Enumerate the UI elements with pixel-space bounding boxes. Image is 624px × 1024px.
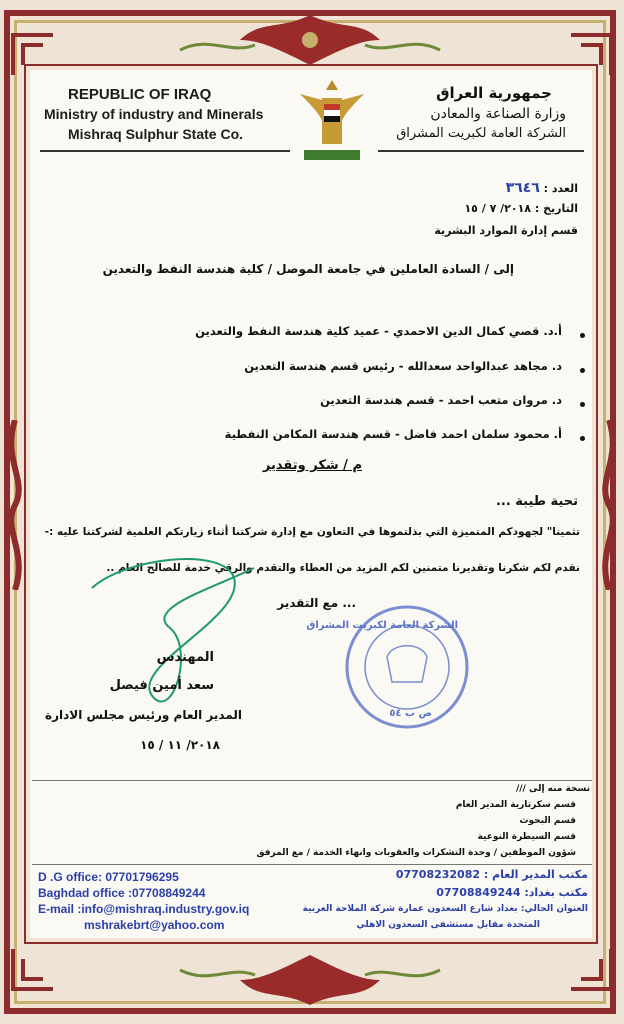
footer-ar-address-2: المتحدة مقابل مستشفى السعدون الاهلي — [356, 920, 540, 930]
copy-item-3: قسم السيطرة النوعية — [477, 832, 576, 842]
bullet-icon — [580, 368, 585, 373]
greeting: تحية طيبة ... — [495, 494, 578, 509]
footer-email-2: mshrakebrt@yahoo.com — [84, 918, 225, 932]
number-line — [506, 180, 578, 196]
stamp-ring-text: الشركة العامة لكبريت المشراق — [306, 620, 458, 631]
name-line-2: د. مجاهد عبدالواحد سعدالله - رئيس قسم هندسة التعدين — [244, 359, 562, 373]
bullet-icon — [580, 402, 585, 407]
header-divider — [40, 150, 290, 152]
top-ornament-icon — [160, 10, 460, 70]
stamp-number: ص ب ٥٤ — [389, 708, 432, 719]
bullet-icon — [580, 436, 585, 441]
copy-item-4: شؤون الموظفين / وحدة التشكرات والعقوبات وانهاء الخدمة / مع المرفق — [256, 848, 576, 858]
iraq-eagle-emblem-icon — [296, 74, 368, 166]
corner-ornament-icon — [8, 944, 58, 994]
name-line-4: أ. محمود سلمان احمد فاضل - قسم هندسة المكامن النفطية — [224, 427, 562, 441]
copy-item-1: قسم سكرتارية المدير العام — [455, 800, 576, 810]
right-ornament-icon — [596, 420, 622, 590]
number-label: العدد : — [543, 182, 578, 195]
signature-name: سعد أمين فيصل — [109, 678, 214, 693]
signature-date: ٢٠١٨/ ١١ / ١٥ — [140, 738, 220, 752]
footer-ar-dg: مكتب المدير العام : 07708232082 — [395, 868, 588, 881]
header-en-line2: Ministry of industry and Minerals — [44, 106, 264, 122]
signature-scribble-icon — [84, 548, 264, 728]
body-line-1: تثمينا" لجهودكم المتميزة التي بذلتموها في التعاون مع إدارة شركتنا أثناء زيارتكم العلمية لشركتنا عليه :- — [44, 526, 580, 538]
header-ar-line3: الشركة العامة لكبريت المشراق — [396, 126, 566, 141]
bottom-ornament-icon — [160, 950, 460, 1010]
date-label: التاريخ : — [534, 202, 578, 215]
header-ar-line1: جمهورية العراق — [436, 84, 552, 102]
footer-divider — [32, 864, 592, 865]
recipient-line: إلى / السادة العاملين في جامعة الموصل / كلية هندسة النفط والتعدين — [102, 262, 514, 276]
signature-position: المدير العام ورئيس مجلس الادارة — [45, 708, 242, 722]
copies-label: نسخة منه إلى /// — [515, 784, 590, 794]
department: قسم إدارة الموارد البشرية — [434, 224, 578, 237]
date-line — [464, 202, 578, 215]
copies-divider — [32, 780, 592, 781]
header-ar-line2: وزارة الصناعة والمعادن — [430, 106, 566, 122]
corner-ornament-icon — [566, 944, 616, 994]
date-value: ٢٠١٨/ ٧ / ١٥ — [464, 202, 532, 215]
footer-ar-address-1: العنوان الحالي: بغداد شارع السعدون عمارة شركة الملاحة العربية — [302, 904, 588, 914]
footer-ar-baghdad: مكتب بغداد: 07708849244 — [436, 886, 588, 899]
signature-title: المهندس — [156, 650, 214, 665]
subject-line: م / شكر وتقدير — [262, 458, 362, 473]
name-line-3: د. مروان متعب احمد - قسم هندسة التعدين — [320, 393, 562, 407]
header-en-line3: Mishraq Sulphur State Co. — [68, 126, 244, 142]
header-en-line1: REPUBLIC OF IRAQ — [68, 86, 212, 103]
name-line-1: أ.د. قصي كمال الدين الاحمدي - عميد كلية هندسة النفط والتعدين — [195, 324, 562, 338]
closing-line: ... مع التقدير — [277, 596, 356, 610]
header-divider — [378, 150, 584, 152]
copy-item-2: قسم البحوث — [519, 816, 576, 826]
footer-email-1: E-mail :info@mishraq.industry.gov.iq — [38, 902, 250, 916]
footer-baghdad-office: Baghdad office :07708849244 — [38, 886, 206, 900]
footer-dg-office: D .G office: 07701796295 — [38, 870, 179, 884]
body-line-2: نقدم لكم شكرنا وتقديرنا متمنين لكم المزيد من العطاء والتقدم والرقي خدمة للصالح العام .. — [106, 562, 580, 574]
bullet-icon — [580, 333, 585, 338]
number-value: ٣٦٤٦ — [505, 180, 540, 196]
